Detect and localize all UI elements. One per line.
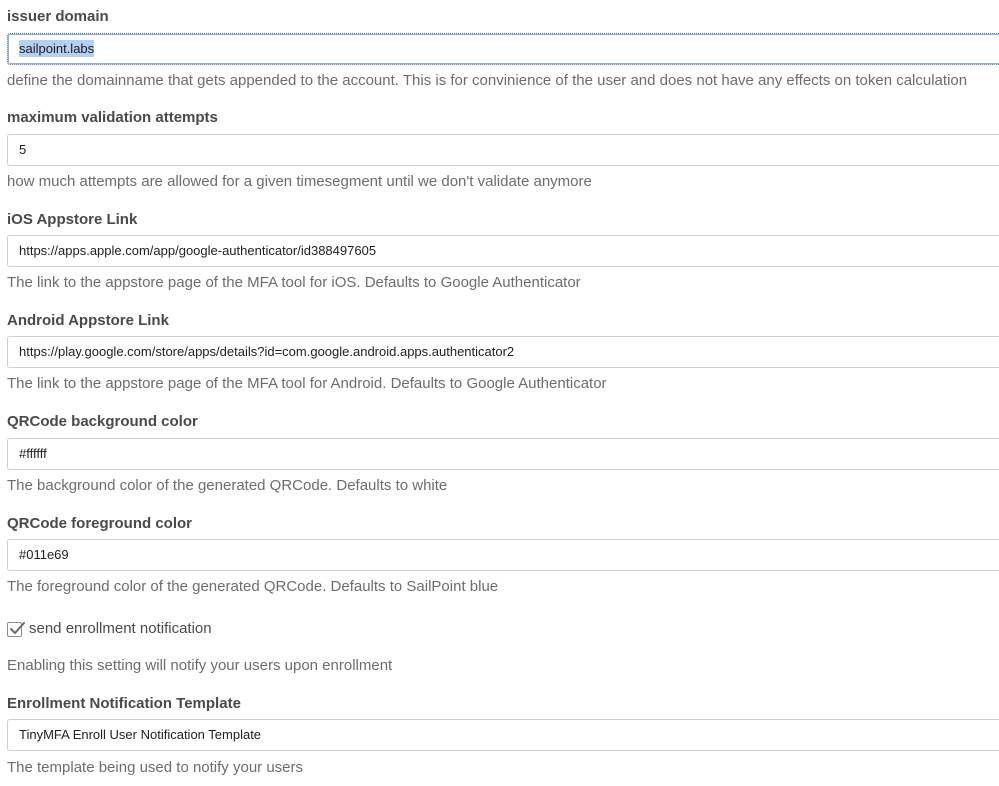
ios-appstore-link-input[interactable]: https://apps.apple.com/app/google-authenticator/id388497605	[7, 235, 999, 267]
issuer-domain-input[interactable]	[7, 33, 999, 65]
issuer-domain-label: issuer domain	[7, 8, 109, 25]
send-enrollment-notification-label[interactable]: send enrollment notification	[29, 620, 212, 637]
enrollment-notification-template-label: Enrollment Notification Template	[7, 695, 241, 712]
qrcode-background-color-label: QRCode background color	[7, 413, 198, 430]
ios-appstore-link-help: The link to the appstore page of the MFA tool for iOS. Defaults to Google Authenticator	[7, 274, 581, 291]
android-appstore-link-help: The link to the appstore page of the MFA tool for Android. Defaults to Google Authenticator	[7, 375, 607, 392]
android-appstore-link-label: Android Appstore Link	[7, 312, 169, 329]
android-appstore-link-input[interactable]: https://play.google.com/store/apps/details?id=com.google.android.apps.authenticator2	[7, 336, 999, 368]
qrcode-foreground-color-label: QRCode foreground color	[7, 515, 192, 532]
qrcode-foreground-color-help: The foreground color of the generated QRCode. Defaults to SailPoint blue	[7, 578, 499, 595]
max-validation-attempts-label: maximum validation attempts	[7, 109, 218, 126]
qrcode-background-color-help: The background color of the generated QRCode. Defaults to white	[7, 477, 448, 494]
qrcode-foreground-color-input[interactable]: #011e69	[7, 539, 999, 571]
send-enrollment-notification-row[interactable]	[7, 619, 212, 639]
issuer-domain-value: sailpoint.labs	[19, 41, 95, 56]
send-enrollment-notification-help: Enabling this setting will notify your users upon enrollment	[7, 657, 393, 674]
max-validation-attempts-help: how much attempts are allowed for a given timesegment until we don't validate anymore	[7, 173, 592, 190]
enrollment-notification-template-input[interactable]: TinyMFA Enroll User Notification Template	[7, 719, 999, 751]
check-icon	[8, 620, 26, 638]
max-validation-attempts-input[interactable]: 5	[7, 134, 999, 166]
enrollment-notification-template-help: The template being used to notify your users	[7, 759, 304, 776]
qrcode-background-color-input[interactable]: #ffffff	[7, 438, 999, 470]
issuer-domain-help: define the domainname that gets appended to the account. This is for convinience of the user and does not have any effects on token calculation	[7, 72, 968, 89]
send-enrollment-notification-checkbox[interactable]	[7, 622, 22, 637]
ios-appstore-link-label: iOS Appstore Link	[7, 211, 138, 228]
